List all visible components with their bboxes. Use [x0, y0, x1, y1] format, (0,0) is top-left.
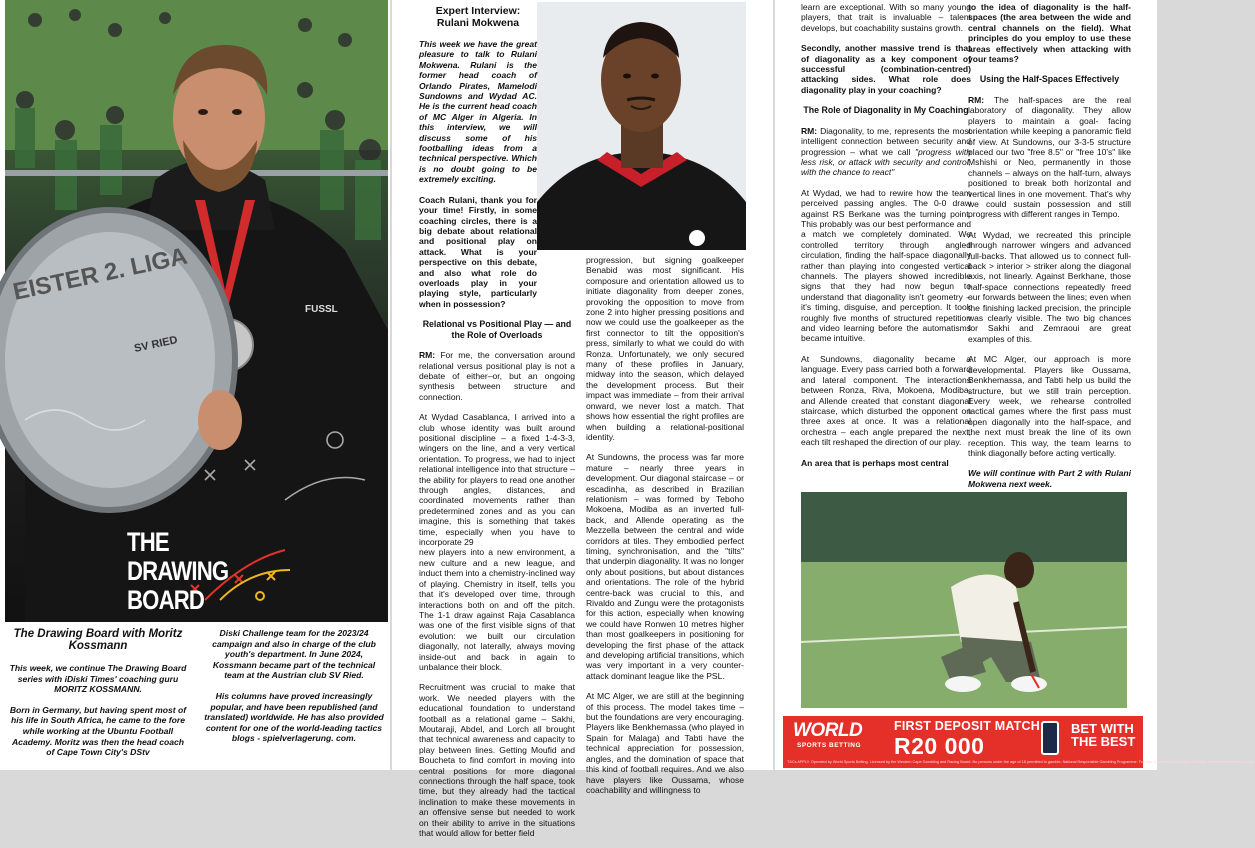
question-3-start: An area that is perhaps most central: [801, 457, 949, 468]
question-1: Coach Rulani, thank you for your time! Firstly, in some coaching circles, there is a big debate about relational and positional play on attack. What is your perspective on this debate, and also what role do overloads play in your playing style, particularly when in possession?: [419, 194, 537, 309]
para-wydad: At Wydad Casablanca, I arrived into a club whose identity was built around positional discipline – a fixed 1-4-3-3, wingers on the line, and a very vertical orientation. To progress, we had to inject relational intelligence into that structure – the ability for players to read one another through angles, distances, and coordinated movements rather than predetermined zones and as you can imagine, this is something that takes time, especially when you have to incorporate 29: [419, 412, 575, 548]
caption-intro: This week, we continue The Drawing Board series with iDiski Times' coaching guru MORITZ KOSSMANN.: [9, 663, 187, 695]
caption-title: The Drawing Board with Moritz Kossmann: [13, 628, 183, 652]
para-new-players: new players into a new environment, a new culture and a new league, and induct them into a chemistry-inclined way of playing. Chemistry in itself, tells you that it's developed over time, through interactions both on and off the pitch. The 1-1 draw against Raja Casablanca was one of the first visible signs of that evolution: we built our circulation diagonally, not laterally, always moving inside-out and back in again to unbalance their block.: [419, 547, 575, 672]
para-recruitment: Recruitment was crucial to make that work. We needed players with the educational foundation to understand football as a relational game – Sakhi, Moutaraji, Abdel, and Lorch all brought that technical awareness and capacity to play between lines. Getting Moufid and Boucheta to find comfort in moving into central positions for more diagonal connections through the half space, took time, but they already had the tactical inclination to make these movements in an offensive sense but needed to work on their ability to arrive in the situations that would allow for better field: [419, 682, 575, 839]
subheading-relational-vs-positional: Relational vs Positional Play — and the Role of Overloads: [422, 319, 572, 340]
para-wydad-half-spaces: At Wydad, we recreated this principle through narrower wingers and advanced full-backs. That allowed us to connect full-back > interior > striker along the diagonal axis, not linearly. Against Berkhane, those half-space connections repeatedly freed our forwards between the lines; even when the finishing lacked precision, the principle was clearly visible. The two big chances for Sakhi and Zemraoui are great examples of this.: [968, 229, 1131, 344]
drawing-board-logo-line1: THE DRAWING: [127, 527, 229, 586]
middle-column-1: [419, 6, 575, 848]
middle-column-2: [586, 255, 744, 805]
coach-trophy-photo: [5, 0, 388, 622]
answer-2-text: Diagonality, to me, represents the most intelligent connection between security and progression – what we call: [801, 125, 972, 157]
para-coachability: learn are exceptional. With so many young players, that trait is invaluable – talent develops, but coachability sustains growth.: [801, 2, 971, 33]
shirt-brand-text: FUSSL: [305, 304, 338, 315]
para-wydad-diagonality: At Wydad, we had to rewire how the team perceived passing angles. The 0-0 draw against RS Berkane was the turning point. This probably was our best performance and a match we completely dominated. We controlled territory through angled circulation, finding the half-space diagonally rather than playing into congested vertical channels. The players showed incredible signs that they had now begun to understand that diagonality isn't geometry – it's timing, disguise, and perception. It took roughly five months of structured repetition and video learning before the automatisms became intuitive.: [801, 187, 971, 344]
para-sundowns: At Sundowns, the process was far more mature – nearly three years in development. Our diagonal staircase – or escadinha, as described in Brazilian relationism – was formed by Teboho Mokoena, Modiba as an inverted full-back, and Allende operating as the Mezzella between the central and wide corridors at tiles. They embodied perfect timing, synchronisation, and the "tilts" that underpin diagonality. It was no longer only about positions, but about distances and orientations. The role of the hybrid centre-back was crucial to this, and Rivaldo and Zungu were the protagonists for this action, especially when knowing we could have Ronwen 10 metres higher than most goalkeepers in positioning for developing the first phase of the attack and developing artificial transitions, which was very important in a very counter-attack dominant league like the PSL.: [586, 452, 744, 681]
closing-note: We will continue with Part 2 with Rulani Mokwena next week.: [968, 468, 1131, 489]
ad-tagline: [1071, 722, 1135, 748]
para-mc-alger: At MC Alger, we are still at the beginning of this process. The model takes time – but the foundations are very encouraging. Players like Benkhemassa (who played in Spain for Malaga) and Tabti have the technical appreciation for possession, angles, and the domination of space that this kind of football requires. And we also have players like Oussama, whose coachability and willingness to: [586, 691, 744, 795]
para-mc-alger-half-spaces: At MC Alger, our approach is more developmental. Players like Oussama, Benkhemassa, and Tabti help us build the structure, but we still train perception. Every week, we rehearse controlled tactical games where the first pass must open diagonally into the half-space, and the next must break the line of its own reception. This way, the team learns to think diagonally before acting vertically.: [968, 354, 1131, 458]
interview-heading: Expert Interview: Rulani Mokwena: [435, 5, 521, 29]
para-progression: progression, but signing goalkeeper Benabid was most significant. His composure and orientation allowed us to initiate diagonality from deeper zones, provoking the opposition to move from zone 2 into higher pressing positions and now we could use the goalkeeper as the first connector to tilt the opposition's press, similarly to what we could do with Ronza. Unfortunately, we only secured many of these profiles in January, midway into the season, which delayed the development process. But their impact was immediate – from their arrival onward, we never lost a match. That shows how essential the right profiles are when building a relational-positional identity.: [586, 255, 744, 442]
answer-1-text: For me, the conversation around relational versus positional play is not a debate of either–or, but an ongoing synthesis between structure and connection.: [419, 350, 575, 402]
ad-tagline-line1: BET WITH: [1071, 721, 1134, 736]
coach-kneeling-illustration: [801, 492, 1127, 708]
answer-2-quote: "progress with less risk, or attack with security and control, with the chance to react": [801, 146, 971, 178]
subheading-half-spaces: Using the Half-Spaces Effectively: [979, 74, 1120, 85]
drawing-board-logo-line2: BOARD: [127, 585, 205, 615]
answer-1: [419, 350, 575, 402]
para-sundowns-diagonality: At Sundowns, diagonality became a language. Every pass carried both a forward and lateral component. The interactions between Ronza, Riva, Mokoena, Modiba, and Allende created that constant diagonal staircase, which disturbed the opponent on three axes at once. It was a relational orchestra – each angle prepared the next, each tilt reshaped the direction of our play.: [801, 353, 971, 448]
right-column-1: [801, 2, 971, 478]
jersey-text: SV RIED: [133, 334, 179, 355]
right-column-2: [968, 2, 1131, 499]
answer-2: [801, 126, 971, 178]
author-caption: [4, 628, 388, 768]
caption-bio-cont: Diski Challenge team for the 2023/24 campaign and also in charge of the club youth's department. In June 2024, Kossmann became part of the technical team at the Austrian club SV Ried.: [212, 628, 376, 681]
ad-fine-print: T&Cs APPLY. Operated by World Sports Betting. Licensed by the Western Cape Gambling and Racing Board. No persons under the age of 18 permitted to gamble. National Responsible Gambling Programme. Toll-free Counselling Line 0800 006 008. Winners know when to stop.: [787, 760, 1255, 764]
ad-headline: FIRST DEPOSIT MATCH: [894, 719, 1040, 733]
caption-column-2: [204, 628, 384, 754]
question-2: Secondly, another massive trend is that of diagonality as a key component of successful (combination-centred) attacking sides. What role does diagonality play in your coaching?: [801, 43, 971, 95]
trophy-band-text: EISTER 2. LIGA: [10, 242, 190, 306]
caption-column-1: [8, 628, 188, 768]
answer-2-label: RM:: [801, 125, 818, 136]
phone-icon: [1041, 721, 1059, 755]
ad-brand: WORLD: [793, 720, 863, 741]
drawing-board-logo: [127, 528, 266, 615]
middle-page: [392, 0, 773, 839]
subheading-diagonality: The Role of Diagonality in My Coaching: [803, 105, 969, 116]
right-page: [775, 0, 1255, 770]
answer-3-text: The half-spaces are the real laboratory of diagonality. They allow players to maintain a goal- facing orientation while keeping a panoramic field of view. At Sundowns, our 3-3-5 structure placed our two "free 8.5" or "free 10's" like Mshishi or Neo, permanently in those channels – always on the half-turn, always positioned to break both horizontal and vertical lines in one movement. That's why we could sustain possession and still progress with different ranges in Tempo.: [968, 94, 1131, 220]
caption-bio: Born in Germany, but having spent most of his life in South Africa, he came to the fore while working at the Ubuntu Football Academy. Moritz was then the head coach of Cape Town City's DStv: [9, 704, 187, 758]
ad-tagline-line2: THE BEST: [1071, 734, 1136, 749]
ad-brand-sub: SPORTS BETTING: [797, 742, 862, 749]
answer-3: [968, 95, 1131, 220]
left-page: [0, 0, 390, 770]
answer-1-label: RM:: [419, 350, 436, 361]
interview-intro: This week we have the great pleasure to talk to Rulani Mokwena. Rulani is the former head coach of Orlando Pirates, Mamelodi Sundowns and Wydad AC. He is the current head coach of MC Alger in Algeria. In this interview, we will discuss some of his footballing ideas from a technical perspective. Which is no doubt going to be extremely exciting.: [419, 39, 537, 185]
coach-kneeling-photo: [801, 492, 1127, 708]
answer-3-label: RM:: [968, 94, 985, 105]
ad-amount: R20 000: [894, 733, 985, 759]
world-sports-betting-ad[interactable]: [783, 716, 1255, 768]
question-3-rest: to the idea of diagonality is the half-spaces (the area between the wide and central channels on the field). What principles do you employ to use these areas effectively when attacking with your teams?: [968, 2, 1131, 65]
caption-columns: His columns have proved increasingly popular, and have been republished (and translated) worldwide. He has also provided content for one of the world-leading tactics blogs - spielverlagerung. com.: [204, 690, 384, 744]
